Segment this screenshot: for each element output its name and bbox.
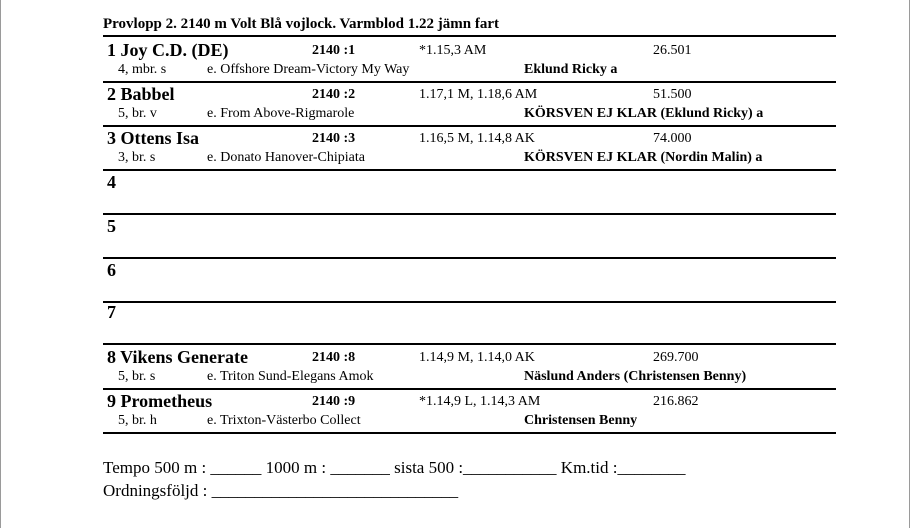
horse-earnings: 51.500: [653, 87, 692, 102]
horse-distance: 2140 :9: [312, 394, 356, 409]
horse-row-6: [103, 257, 836, 303]
horse-name: 3 Ottens Isa: [107, 128, 200, 148]
horse-row-3: [103, 125, 836, 171]
horse-pedigree: e. From Above-Rigmarole: [207, 106, 355, 121]
horse-record: 1.14,9 M, 1.14,0 AK: [419, 350, 535, 365]
horse-info: 5, br. s: [118, 369, 156, 384]
horse-name: 8 Vikens Generate: [107, 347, 248, 367]
horse-row-9: [103, 388, 836, 434]
horse-driver: KÖRSVEN EJ KLAR (Eklund Ricky) a: [524, 106, 764, 121]
horse-name: 4: [107, 172, 116, 192]
horse-earnings: 216.862: [653, 394, 699, 409]
horse-row-5: [103, 213, 836, 259]
horse-pedigree: e. Triton Sund-Elegans Amok: [207, 369, 374, 384]
horse-info: 5, br. h: [118, 413, 157, 428]
horse-record: *1.14,9 L, 1.14,3 AM: [419, 394, 541, 409]
horse-driver: Eklund Ricky a: [524, 62, 618, 77]
horse-row-7: [103, 299, 836, 345]
horse-distance: 2140 :1: [312, 43, 356, 58]
horse-name: 2 Babbel: [107, 84, 175, 104]
horse-pedigree: e. Offshore Dream-Victory My Way: [207, 62, 410, 77]
horse-driver: Christensen Benny: [524, 413, 638, 428]
horse-name: 5: [107, 216, 116, 236]
horse-driver: KÖRSVEN EJ KLAR (Nordin Malin) a: [524, 150, 763, 165]
order-line: Ordningsföljd : _____________________________: [103, 481, 459, 500]
horse-row-1: [103, 37, 836, 83]
horse-earnings: 74.000: [653, 131, 692, 146]
horse-driver: Näslund Anders (Christensen Benny): [524, 369, 747, 384]
horse-name: 1 Joy C.D. (DE): [107, 40, 229, 60]
horse-row-8: [103, 344, 836, 390]
horse-row-2: [103, 81, 836, 127]
horse-info: 3, br. s: [118, 150, 156, 165]
horse-pedigree: e. Donato Hanover-Chipiata: [207, 150, 365, 165]
horse-earnings: 26.501: [653, 43, 692, 58]
page-edge-left: [0, 0, 1, 528]
horse-record: 1.17,1 M, 1.18,6 AM: [419, 87, 538, 102]
race-header: Provlopp 2. 2140 m Volt Blå vojlock. Varmblod 1.22 jämn fart: [103, 16, 499, 32]
tempo-line: Tempo 500 m : ______ 1000 m : _______ sista 500 :___________ Km.tid :________: [103, 458, 686, 477]
horse-pedigree: e. Trixton-Västerbo Collect: [207, 413, 361, 428]
horse-distance: 2140 :8: [312, 350, 356, 365]
horse-record: *1.15,3 AM: [419, 43, 487, 58]
horse-earnings: 269.700: [653, 350, 699, 365]
horse-name: 7: [107, 302, 116, 322]
horse-record: 1.16,5 M, 1.14,8 AK: [419, 131, 535, 146]
horse-info: 4, mbr. s: [118, 62, 167, 77]
horse-name: 6: [107, 260, 116, 280]
horse-name: 9 Prometheus: [107, 391, 213, 411]
horse-distance: 2140 :2: [312, 87, 356, 102]
horse-row-4: [103, 169, 836, 215]
horse-info: 5, br. v: [118, 106, 157, 121]
horse-distance: 2140 :3: [312, 131, 356, 146]
